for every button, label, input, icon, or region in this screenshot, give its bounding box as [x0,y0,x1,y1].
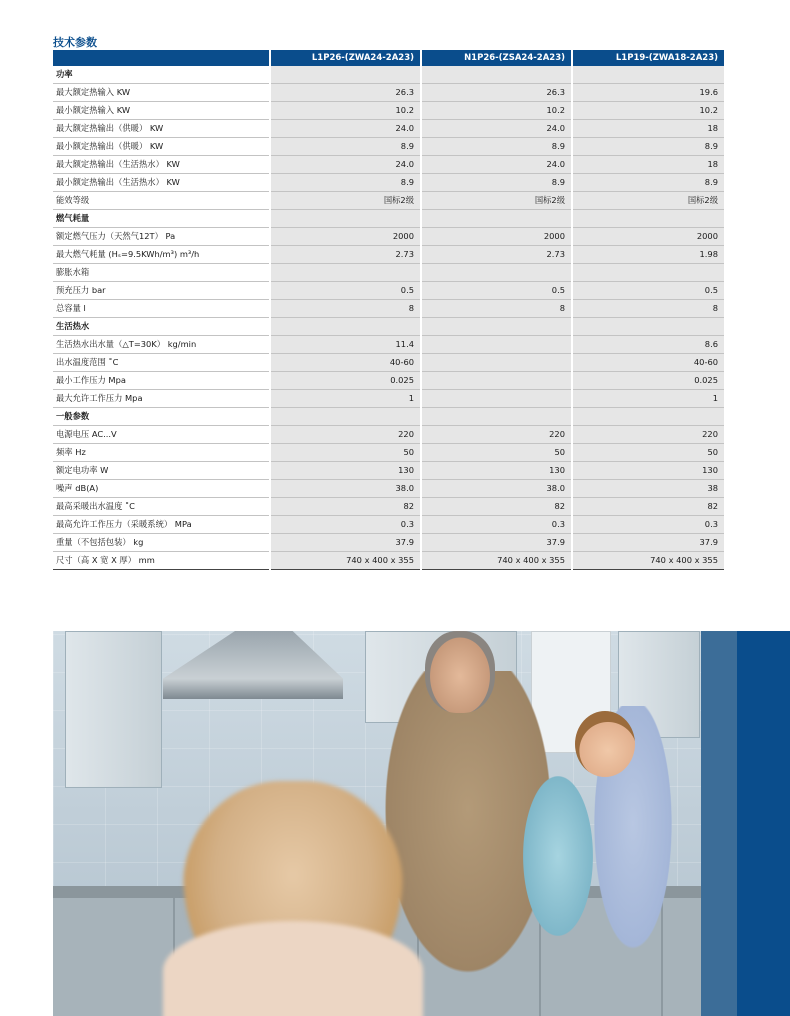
cell-value: 0.3 [421,516,572,534]
cell-value [572,318,724,336]
table-row [53,282,724,300]
kitchen-family-photo [53,631,790,1016]
cell-value: 8.9 [572,174,724,192]
column-header: L1P26-(ZWA24-2A23) [270,50,421,66]
column-header: N1P26-(ZSA24-2A23) [421,50,572,66]
cell-value: 0.5 [572,282,724,300]
row-label: 频率 Hz [53,444,270,462]
table-row [53,120,724,138]
row-label: 能效等级 [53,192,270,210]
cell-value [270,210,421,228]
row-label: 电源电压 AC...V [53,426,270,444]
cell-value: 8 [270,300,421,318]
row-label: 噪声 dB(A) [53,480,270,498]
cell-value [421,264,572,282]
row-label: 尺寸（高 X 宽 X 厚） mm [53,552,270,570]
cell-value: 8 [572,300,724,318]
table-row [53,246,724,264]
cell-value [421,66,572,84]
cell-value: 1.98 [572,246,724,264]
cell-value: 24.0 [270,156,421,174]
row-label: 最高采暖出水温度 ˚C [53,498,270,516]
girl-body [163,921,423,1016]
section-title: 燃气耗量 [53,210,270,228]
cell-value: 50 [270,444,421,462]
table-row [53,552,724,570]
row-label: 额定燃气压力（天然气12T） Pa [53,228,270,246]
cell-value [572,408,724,426]
cell-value: 40-60 [572,354,724,372]
cell-value: 0.025 [270,372,421,390]
cell-value: 82 [572,498,724,516]
cell-value [421,390,572,408]
man-head [425,631,495,713]
section-title: 生活热水 [53,318,270,336]
section-title: 功率 [53,66,270,84]
cell-value: 1 [572,390,724,408]
cell-value: 8 [421,300,572,318]
section-row [53,66,724,84]
cell-value: 10.2 [270,102,421,120]
cell-value: 2000 [572,228,724,246]
row-label: 最大额定热输入 KW [53,84,270,102]
table-row [53,426,724,444]
cell-value [421,336,572,354]
cell-value: 130 [421,462,572,480]
cell-value: 740 x 400 x 355 [572,552,724,570]
cell-value [572,264,724,282]
row-label: 最高允许工作压力（采暖系统） MPa [53,516,270,534]
cell-value: 37.9 [270,534,421,552]
cell-value: 8.9 [421,174,572,192]
cell-value: 0.3 [572,516,724,534]
cell-value: 220 [421,426,572,444]
brand-stripe-dark [737,631,790,1016]
cell-value: 18 [572,120,724,138]
table-row [53,498,724,516]
table-row [53,354,724,372]
table-row [53,534,724,552]
cell-value: 2000 [270,228,421,246]
table-row [53,84,724,102]
cell-value: 8.9 [421,138,572,156]
table-row [53,228,724,246]
table-row [53,102,724,120]
brand-stripe-light [701,631,737,1016]
cell-value: 10.2 [421,102,572,120]
cell-value: 220 [270,426,421,444]
table-header-row [53,50,724,66]
cell-value: 38.0 [421,480,572,498]
row-label: 总容量 l [53,300,270,318]
cell-value: 0.5 [421,282,572,300]
table-row [53,156,724,174]
table-row [53,336,724,354]
row-label: 最小额定热输入 KW [53,102,270,120]
cell-value [270,264,421,282]
cell-value: 740 x 400 x 355 [421,552,572,570]
table-row [53,300,724,318]
cell-value: 8.9 [270,138,421,156]
cell-value: 0.5 [270,282,421,300]
cell-value [572,66,724,84]
cell-value: 82 [270,498,421,516]
cell-value: 2.73 [270,246,421,264]
cell-value: 130 [572,462,724,480]
row-label: 最大燃气耗量 (Hₛ=9.5KWh/m³) m³/h [53,246,270,264]
cell-value: 24.0 [421,120,572,138]
cell-value: 8.9 [572,138,724,156]
cell-value: 26.3 [270,84,421,102]
section-row [53,210,724,228]
cell-value: 8.6 [572,336,724,354]
row-label: 最大额定热输出（供暖） KW [53,120,270,138]
cell-value: 40-60 [270,354,421,372]
spec-table [53,50,724,570]
section-row [53,318,724,336]
header-corner [53,50,270,66]
cell-value: 2.73 [421,246,572,264]
cell-value: 19.6 [572,84,724,102]
cell-value: 50 [421,444,572,462]
cell-value: 26.3 [421,84,572,102]
cell-value: 0.025 [572,372,724,390]
cell-value: 10.2 [572,102,724,120]
table-row [53,264,724,282]
cell-value: 50 [572,444,724,462]
cell-value: 0.3 [270,516,421,534]
cell-value: 国标2级 [270,192,421,210]
cell-value: 国标2级 [572,192,724,210]
cell-value [421,354,572,372]
row-label: 最小额定热输出（供暖） KW [53,138,270,156]
cell-value: 130 [270,462,421,480]
cell-value [270,66,421,84]
cell-value [421,210,572,228]
cell-value [270,318,421,336]
cell-value [421,318,572,336]
cell-value: 国标2级 [421,192,572,210]
table-row [53,174,724,192]
page-title: 技术参数 [53,36,97,49]
section-title: 一般参数 [53,408,270,426]
cell-value: 37.9 [572,534,724,552]
wall-cabinet [65,631,162,788]
cell-value: 24.0 [421,156,572,174]
cell-value: 2000 [421,228,572,246]
cell-value [421,372,572,390]
cell-value: 18 [572,156,724,174]
row-label: 生活热水出水量（△T=30K） kg/min [53,336,270,354]
cell-value [572,210,724,228]
row-label: 预充压力 bar [53,282,270,300]
row-label: 最大额定热输出（生活热水） KW [53,156,270,174]
table-row [53,138,724,156]
cell-value: 1 [270,390,421,408]
cell-value [270,408,421,426]
column-header: L1P19-(ZWA18-2A23) [572,50,724,66]
boy-head [575,711,635,777]
table-row [53,516,724,534]
cell-value: 38.0 [270,480,421,498]
row-label: 重量（不包括包装） kg [53,534,270,552]
cell-value [421,408,572,426]
row-label: 最小额定热输出（生活热水） KW [53,174,270,192]
cell-value: 740 x 400 x 355 [270,552,421,570]
table-row [53,390,724,408]
cell-value: 82 [421,498,572,516]
table-row [53,462,724,480]
row-label: 最小工作压力 Mpa [53,372,270,390]
cell-value: 11.4 [270,336,421,354]
table-row [53,444,724,462]
cell-value: 8.9 [270,174,421,192]
row-label: 最大允许工作压力 Mpa [53,390,270,408]
cell-value: 220 [572,426,724,444]
row-label: 出水温度范围 ˚C [53,354,270,372]
cell-value: 37.9 [421,534,572,552]
row-label: 膨胀水箱 [53,264,270,282]
cell-value: 38 [572,480,724,498]
section-row [53,408,724,426]
table-row [53,372,724,390]
table-row [53,192,724,210]
cell-value: 24.0 [270,120,421,138]
table-row [53,480,724,498]
row-label: 额定电功率 W [53,462,270,480]
